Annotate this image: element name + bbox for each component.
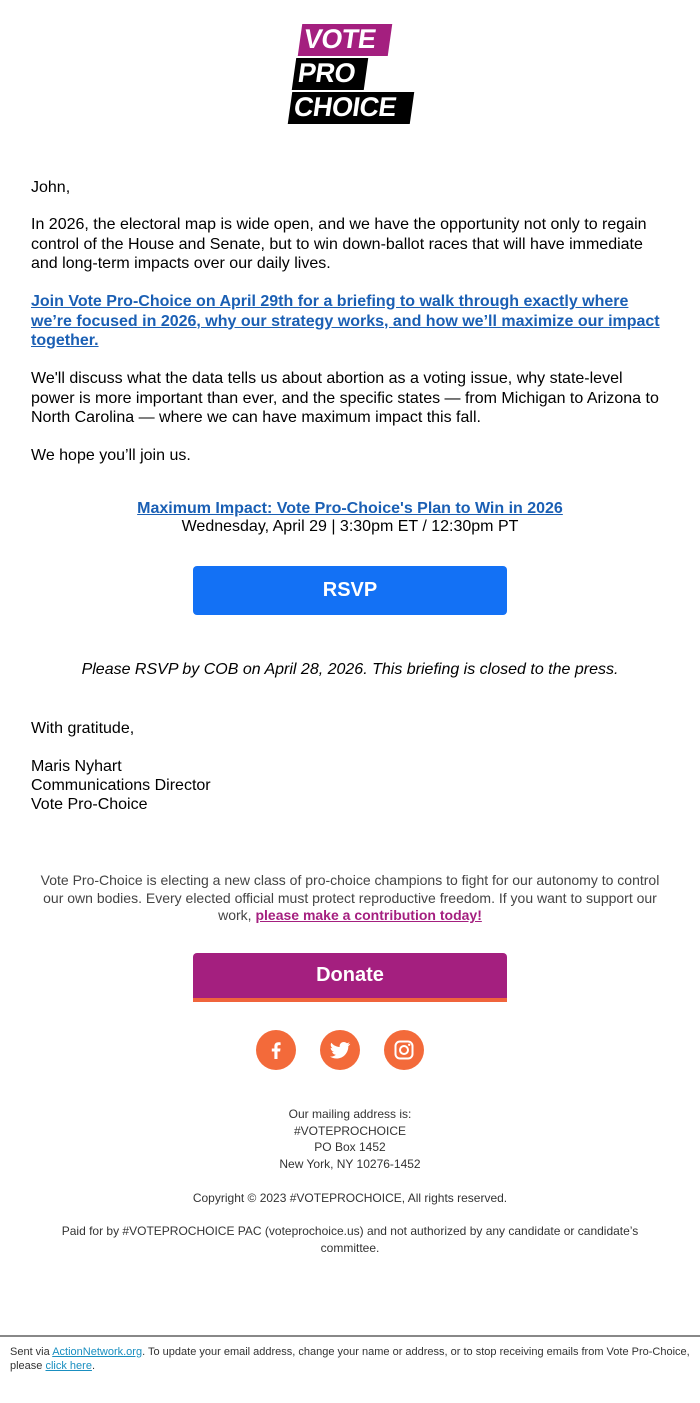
- rsvp-button[interactable]: RSVP: [193, 566, 507, 615]
- sent-suffix: .: [91, 1359, 96, 1372]
- copyright: Copyright © 2023 #VOTEPROCHOICE, All rights reserved.: [192, 1191, 508, 1205]
- facebook-icon[interactable]: [256, 1030, 296, 1070]
- hope-paragraph: We hope you’ll join us.: [31, 447, 191, 464]
- join-briefing-link[interactable]: Join Vote Pro-Choice on April 29th for a briefing to walk through exactly where we’re focused in 2026, why our strategy works, and how we’ll maximize our impact together.: [31, 293, 660, 349]
- logo-line-choice: CHOICE: [288, 92, 414, 124]
- footer-divider: [0, 1335, 700, 1337]
- instagram-icon[interactable]: [384, 1030, 424, 1070]
- contribution-link[interactable]: please make a contribution today!: [255, 907, 482, 923]
- logo-line-vote: VOTE: [298, 24, 392, 56]
- intro-paragraph: In 2026, the electoral map is wide open, and we have the opportunity not only to regain control of the House and Senate, but to win down-ballot races that will have immediate and long-term impacts over our daily lives.: [31, 216, 647, 272]
- vote-pro-choice-logo: [288, 24, 414, 126]
- event-title-link[interactable]: Maximum Impact: Vote Pro-Choice's Plan to Win in 2026: [137, 500, 563, 517]
- paid-for-disclaimer: Paid for by #VOTEPROCHOICE PAC (voteprochoice.us) and not authorized by any candidate or candidate’s committee.: [61, 1224, 639, 1255]
- sent-middle: . To update your email address, change your name or address, or to stop receiving emails from Vote Pro-Choice, please: [10, 1346, 690, 1372]
- mailing-label: Our mailing address is:: [288, 1107, 412, 1121]
- greeting: John,: [31, 179, 71, 196]
- mailing-city: New York, NY 10276-1452: [279, 1156, 421, 1171]
- details-paragraph: We'll discuss what the data tells us about abortion as a voting issue, why state-level power is more important than ever, and the specific states — from Michigan to Arizona to North Carolina — where we can have maximum impact this fall.: [31, 370, 659, 426]
- signoff: With gratitude,: [31, 720, 135, 737]
- twitter-icon[interactable]: [320, 1030, 360, 1070]
- mailing-org: #VOTEPROCHOICE: [293, 1123, 407, 1138]
- signer-name: Maris Nyhart: [31, 758, 122, 775]
- logo-line-pro: PRO: [292, 58, 368, 90]
- sent-prefix: Sent via: [10, 1346, 53, 1358]
- sent-via-notice: [10, 1346, 695, 1373]
- donate-button[interactable]: Donate: [193, 953, 507, 1002]
- signer-title: Communications Director: [31, 777, 211, 794]
- actionnetwork-link[interactable]: ActionNetwork.org: [52, 1346, 143, 1358]
- unsubscribe-link[interactable]: click here: [45, 1359, 92, 1372]
- event-time: Wednesday, April 29 | 3:30pm ET / 12:30pm PT: [181, 518, 519, 535]
- rsvp-note: Please RSVP by COB on April 28, 2026. This briefing is closed to the press.: [81, 661, 619, 678]
- mailing-address: [0, 1106, 700, 1172]
- join-briefing-link-wrap: [31, 292, 669, 351]
- mission-statement: [38, 872, 662, 925]
- signer-org: Vote Pro-Choice: [31, 796, 148, 813]
- mailing-po-box: PO Box 1452: [314, 1140, 386, 1154]
- mission-text: Vote Pro-Choice is electing a new class of pro-choice champions to fight for our autonomy to control our own bodies. Every elected official must protect reproductive freedom. If you want to support our work,: [40, 872, 660, 923]
- event-block: [0, 500, 700, 536]
